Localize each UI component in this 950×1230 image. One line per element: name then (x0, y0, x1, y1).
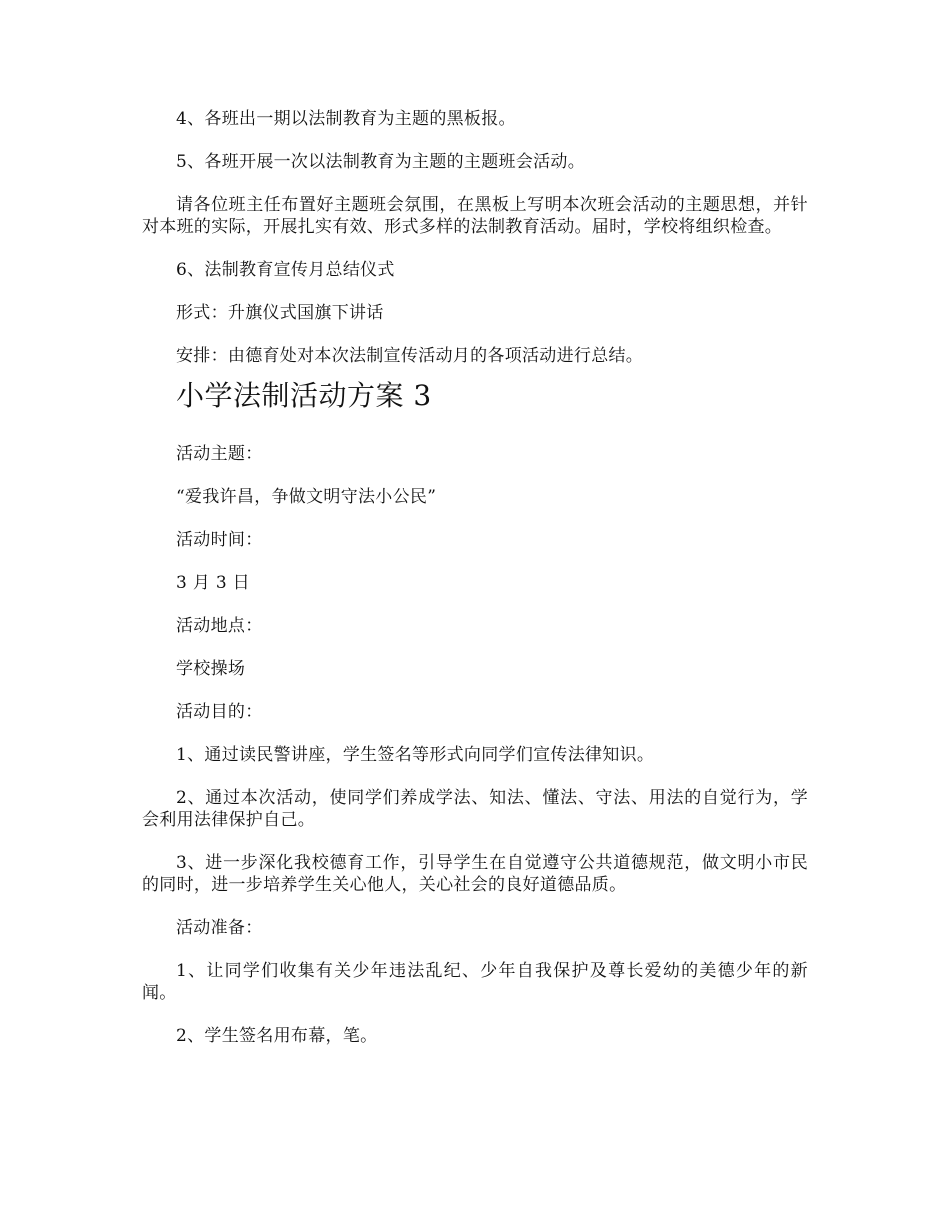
document-page (142, 108, 808, 1047)
label-activity-location: 活动地点： (176, 616, 263, 636)
label-activity-time: 活动时间： (176, 530, 263, 550)
paragraph-item-6: 6、法制教育宣传月总结仪式 (176, 260, 395, 280)
purpose-item-3: 3、进一步深化我校德育工作，引导学生在自觉遵守公共道德规范，做文明小市民的同时，进一步培养学生关心他人，关心社会的良好道德品质。 (142, 853, 808, 895)
paragraph-item-5: 5、各班开展一次以法制教育为主题的主题班会活动。 (176, 152, 586, 172)
value-activity-theme: “爱我许昌，争做文明守法小公民” (176, 487, 437, 507)
paragraph-form: 形式：升旗仪式国旗下讲话 (176, 303, 384, 323)
preparation-item-1: 1、让同学们收集有关少年违法乱纪、少年自我保护及尊长爱幼的美德少年的新闻。 (142, 961, 808, 1003)
purpose-item-1: 1、通过读民警讲座，学生签名等形式向同学们宣传法律知识。 (176, 745, 655, 765)
section-heading: 小学法制活动方案 3 (176, 379, 432, 412)
paragraph-class-meeting-instructions: 请各位班主任布置好主题班会氛围，在黑板上写明本次班会活动的主题思想，并针对本班的实际，开展扎实有效、形式多样的法制教育活动。届时，学校将组织检查。 (142, 195, 808, 237)
label-activity-preparation: 活动准备： (176, 918, 263, 938)
preparation-item-2: 2、学生签名用布幕，笔。 (176, 1026, 378, 1046)
label-activity-theme: 活动主题： (176, 444, 263, 464)
value-activity-location: 学校操场 (176, 659, 246, 679)
purpose-item-2: 2、通过本次活动，使同学们养成学法、知法、懂法、守法、用法的自觉行为，学会利用法律保护自己。 (142, 788, 808, 830)
value-activity-time: 3 月 3 日 (176, 573, 250, 593)
label-activity-purpose: 活动目的： (176, 702, 263, 722)
paragraph-arrangement: 安排：由德育处对本次法制宣传活动月的各项活动进行总结。 (176, 346, 644, 366)
paragraph-item-4: 4、各班出一期以法制教育为主题的黑板报。 (176, 109, 516, 129)
